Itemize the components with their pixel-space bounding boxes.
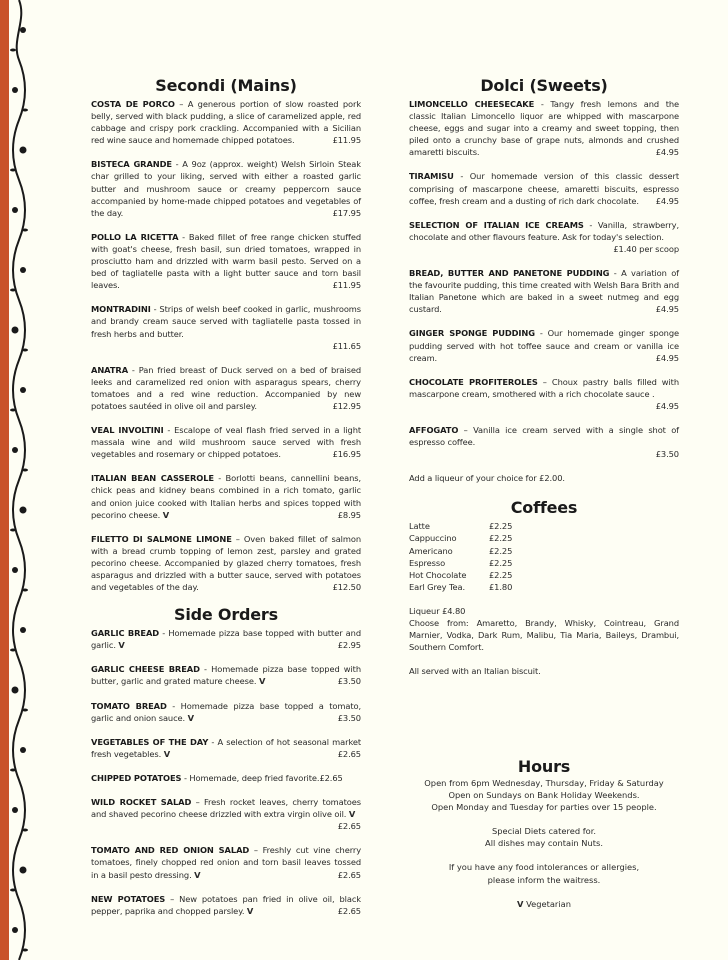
- menu-item-new-potatoes: NEW POTATOES – New potatoes pan fried in olive oil, black pepper, paprika and chopped parsley. V £2.65: [91, 893, 362, 916]
- liqueur-choices: Choose from: Amaretto, Brandy, Whisky, Cointreau, Grand Marnier, Vodka, Dark Rum, Malibu, Tia Maria, Baileys, Drambui, Southern Comfort.: [409, 618, 679, 653]
- menu-item-chocolate-profiteroles: CHOCOLATE PROFITEROLES – Choux pastry balls filled with mascarpone cream, smothered with a rich chocolate sauce . £4.95: [409, 376, 679, 411]
- side-orders-heading: Side Orders: [174, 605, 278, 625]
- menu-item-tomato-red-onion-salad: TOMATO AND RED ONION SALAD – Freshly cut vine cherry tomatoes, finely chopped red onion and torn basil leaves tossed in a basil pesto dressing. V £2.65: [91, 845, 362, 880]
- menu-item-chipped-potatoes: CHIPPED POTATOES - Homemade, deep fried favorite.£2.65: [91, 772, 343, 783]
- liqueur-coffee-info: [409, 605, 679, 653]
- menu-item-anatra: ANATRA - Pan fried breast of Duck served on a bed of braised leeks and caramelized red onion with asparagus spears, cherry tomatoes and a red wine reduction. Accompanied by new potatoes sautéed in olive oil and parsley. £12.95: [91, 364, 361, 411]
- item-price: £4.95: [655, 400, 679, 411]
- dietary-info: Special Diets catered for. All dishes may contain Nuts.: [485, 826, 603, 849]
- item-price: £12.50: [332, 582, 361, 593]
- hours-section: [409, 757, 679, 922]
- coffee-row: Hot Chocolate £2.25: [409, 569, 513, 580]
- menu-item-montradini: MONTRADINI - Strips of welsh beef cooked in garlic, mushrooms and brandy cream sauce served with tagliatelle pasta tossed in fresh herbs and butter. £11.65: [91, 304, 362, 351]
- vegetarian-mark: V: [163, 748, 171, 759]
- menu-item-italian-bean-casserole: ITALIAN BEAN CASSEROLE - Borlotti beans, cannellini beans, chick peas and kidney beans combined in a rich tomato, garlic and onion juice cooked with Italian herbs and spices topped with pecorino cheese. V £8.95: [91, 473, 361, 520]
- opening-hours: Open from 6pm Wednesday, Thursday, Friday & Saturday Open on Sundays on Bank Holiday Weekends. Open Monday and Tuesday for parties over 15 people.: [424, 778, 664, 813]
- biscuit-note: All served with an Italian biscuit.: [409, 666, 541, 677]
- secondi-heading: Secondi (Mains): [155, 76, 297, 95]
- item-price: £11.65: [332, 340, 361, 351]
- vegetarian-mark: V: [194, 869, 201, 880]
- item-price: £16.95: [332, 449, 361, 460]
- decorative-border-stripe: [0, 0, 9, 960]
- item-price: £2.65: [337, 821, 361, 832]
- item-price: £17.95: [332, 207, 361, 218]
- item-price: £3.50: [337, 676, 361, 687]
- menu-item-vegetables-of-the-day: VEGETABLES OF THE DAY - A selection of hot seasonal market fresh vegetables. V £2.65: [91, 736, 362, 759]
- menu-item-veal-involtini: VEAL INVOLTINI - Escalope of veal flash fried served in a light massala wine and wild mushroom sauce served with fresh vegetables and rosemary or chipped potatoes. £16.95: [91, 425, 362, 460]
- item-price: £2.65: [337, 748, 361, 759]
- vegetarian-legend: V Vegetarian: [517, 898, 571, 909]
- hours-heading: Hours: [517, 757, 571, 776]
- liqueur-coffee-price: Liqueur £4.80: [409, 605, 466, 616]
- item-price: £2.65: [319, 772, 343, 783]
- coffee-price-list: [409, 520, 512, 593]
- left-column: [91, 76, 361, 929]
- vegetarian-mark: V: [246, 905, 254, 916]
- item-price: £4.95: [655, 195, 679, 206]
- coffee-row: Latte £2.25: [409, 521, 513, 532]
- vegetarian-mark: V: [118, 640, 125, 651]
- menu-item-affogato: AFFOGATO – Vanilla ice cream served with a single shot of espresso coffee. £3.50: [409, 424, 680, 460]
- menu-item-ginger-sponge-pudding: GINGER SPONGE PUDDING - Our homemade ginger sponge pudding served with hot toffee sauce and cream or vanilla ice cream. £4.95: [409, 328, 679, 363]
- menu-item-costa-de-porco: COSTA DE PORCO – A generous portion of slow roasted pork belly, served with black pudding, a slice of caramelized apple, red cabbage and crispy pork crackling. Accompanied with a Sicilian red wine sauce and homemade chipped potatoes. £11.95: [91, 99, 362, 146]
- menu-item-garlic-bread: GARLIC BREAD - Homemade pizza base topped with butter and garlic. V £2.95: [91, 628, 361, 651]
- allergy-info: If you have any food intolerances or allergies, please inform the waitress.: [448, 862, 640, 885]
- item-price: £4.95: [655, 147, 679, 158]
- menu-item-bisteca-grande: BISTECA GRANDE - A 9oz (approx. weight) Welsh Sirloin Steak char grilled to your liking, served with either a roasted garlic butter and mushroom sauce or creamy peppercorn sauce accompanied by home-made chipped potatoes and vegetables of the day. £17.95: [91, 159, 361, 218]
- menu-item-tomato-bread: TOMATO BREAD - Homemade pizza base topped a tomato, garlic and onion sauce. V £3.50: [91, 700, 361, 723]
- menu-item-garlic-cheese-bread: GARLIC CHEESE BREAD - Homemade pizza base topped with butter, garlic and grated mature cheese. V £3.50: [91, 664, 361, 687]
- vegetarian-mark: V: [348, 809, 356, 820]
- menu-item-pollo-la-ricetta: POLLO LA RICETTA - Baked fillet of free range chicken stuffed with goat's cheese, fresh basil, sun dried tomatoes, wrapped in prosciutto ham and drizzled with warm basil pesto. Served on a bed of tagliatelle pasta with a light butter sauce and torn basil leaves. £11.95: [91, 231, 362, 291]
- item-price: £2.95: [337, 640, 361, 651]
- vegetarian-mark: V: [258, 676, 266, 687]
- menu-item-italian-ice-creams: SELECTION OF ITALIAN ICE CREAMS - Vanilla, strawberry, chocolate and other flavours feature. Ask for today's selection. £1.40 per scoop: [409, 219, 680, 254]
- menu-item-tiramisu: TIRAMISU - Our homemade version of this classic dessert comprising of mascarpone cheese, amaretti biscuits, espresso coffee, fresh cream and a dusting of rich dark chocolate. £4.95: [409, 171, 679, 206]
- item-price: £4.95: [655, 352, 679, 363]
- item-price: £12.95: [332, 400, 361, 411]
- coffee-row: Cappuccino £2.25: [409, 533, 513, 544]
- vegetarian-mark: V: [187, 712, 194, 723]
- item-price: £1.40 per scoop: [613, 243, 679, 254]
- dolci-heading: Dolci (Sweets): [480, 76, 608, 95]
- item-price: £2.65: [337, 905, 361, 916]
- item-price: £8.95: [337, 509, 361, 520]
- coffee-row: Earl Grey Tea. £1.80: [409, 581, 513, 592]
- vegetarian-mark: V: [162, 509, 170, 520]
- menu-item-panetone-pudding: BREAD, BUTTER AND PANETONE PUDDING - A variation of the favourite pudding, this time created with Welsh Bara Brith and Italian Panetone which are baked in a sweet nutmeg and egg custard. £4.95: [409, 268, 679, 315]
- coffee-row: Americano £2.25: [409, 545, 513, 556]
- menu-item-limoncello-cheesecake: LIMONCELLO CHEESECAKE - Tangy fresh lemons and the classic Italian Limoncello liquor are whipped with mascarpone cheese, eggs and sugar into a creamy and sweet topping, then piled onto a crunchy base of grape nuts, almonds and crushed amaretti biscuits. £4.95: [409, 99, 680, 158]
- item-price: £2.65: [337, 869, 361, 880]
- item-price: £11.95: [332, 135, 361, 146]
- item-price: £3.50: [337, 712, 361, 723]
- coffees-heading: Coffees: [510, 498, 578, 518]
- item-price: £11.95: [332, 280, 361, 291]
- ornamental-vine-border-icon: [9, 0, 29, 960]
- liqueur-addon-note: Add a liqueur of your choice for £2.00.: [409, 473, 565, 484]
- item-price: £4.95: [655, 304, 679, 315]
- vegetarian-symbol: V: [517, 898, 524, 909]
- menu-item-filetto-di-salmone: FILETTO DI SALMONE LIMONE – Oven baked fillet of salmon with a bread crumb topping of lemon zest, parsley and grated pecorino cheese. Accompanied by glazed cherry tomatoes, fresh asparagus and drizzled with a butter sauce, served with potatoes and vegetables of the day. £12.50: [91, 533, 361, 593]
- coffee-row: Espresso £2.25: [409, 557, 513, 568]
- item-price: £3.50: [655, 449, 679, 460]
- right-column: [409, 76, 679, 689]
- menu-item-wild-rocket-salad: WILD ROCKET SALAD – Fresh rocket leaves, cherry tomatoes and shaved pecorino cheese drizzled with extra virgin olive oil. V £2.65: [91, 797, 361, 832]
